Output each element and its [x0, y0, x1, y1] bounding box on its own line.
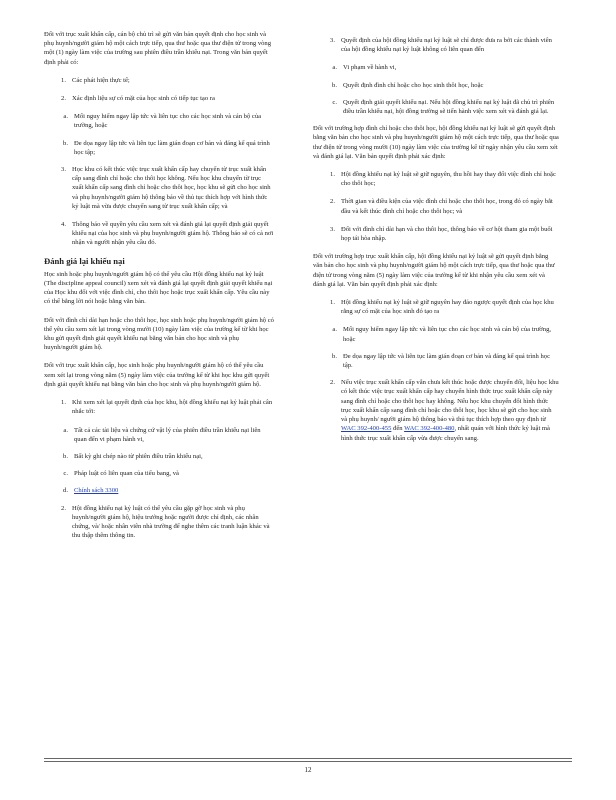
sub-text: Mối nguy hiểm ngay lập tức và liên tục cho các học sinh và cán bộ của trường, hoặc	[343, 326, 552, 343]
sub-item	[321, 98, 559, 116]
list-text: Xác định liệu sự có mặt của học sinh có tiếp tục tạo ra	[72, 95, 215, 103]
list-item	[313, 170, 559, 188]
sub-letter: a.	[332, 326, 337, 334]
list-text: Đối với đình chỉ dài hạn và cho thôi học, thông báo về cơ hội tham gia một buổi họp tái hòa nhập.	[341, 225, 553, 243]
list-number: 2.	[61, 504, 66, 512]
sub-letter: c.	[332, 98, 337, 106]
list-item	[313, 378, 559, 442]
list-text: Hội đồng khiếu nại kỷ luật sẽ giữ nguyên hay đảo ngược quyết định của học khu rằng sự có mặt của học sinh đó tạo ra	[341, 299, 554, 316]
list-text: Thời gian và điều kiện của việc đình chỉ hoặc cho thôi học, trong đó có ngày bắt đầu và kết thúc đình chỉ hoặc cho thôi học; và	[341, 198, 553, 215]
sub-letter: b.	[332, 81, 337, 89]
sub-text: Bất kỳ ghi chép nào từ phiên điều trần khiếu nại,	[74, 452, 203, 460]
sub-item	[321, 81, 559, 90]
list-number: 3.	[330, 225, 335, 233]
sub-letter: b.	[332, 352, 337, 360]
list-text: Hội đồng khiếu nại kỷ luật sẽ giữ nguyên, thu hồi hay thay đổi việc đình chỉ hoặc cho thôi học;	[341, 171, 556, 188]
list-number: 3.	[61, 166, 66, 174]
sub-letter: a.	[63, 113, 68, 121]
sub-item	[321, 352, 559, 370]
sub-letter: c.	[63, 470, 68, 478]
list-number: 2.	[61, 95, 66, 103]
list-item	[44, 398, 274, 416]
list-text	[341, 378, 559, 442]
sub-text: Đe dọa ngay lập tức và liên tục làm gián đoạn cơ bản và đáng kể quá trình học tập;	[74, 139, 270, 156]
list-text: Học khu có kết thúc việc trục xuất khẩn cấp hay chuyển từ trục xuất khẩn cấp sang đình chỉ hoặc cho thôi học không. Nếu học khu chuyển từ trục xuất khẩn cấp sang đình chỉ hoặc cho thôi học, học khu sẽ gửi cho học sinh và phụ huynh/người giám hộ thông báo về thủ tục thích hợp với hình thức kỷ luật mà vừa được chuyển sang từ trục xuất khẩn cấp; và	[72, 166, 271, 210]
sub-item	[321, 325, 559, 343]
sub-text: Vi phạm về hành vi,	[343, 64, 397, 72]
sub-item	[52, 426, 274, 444]
list-text: Thông báo về quyền yêu cầu xem xét và đánh giá lại quyết định giải quyết khiếu nại của học sinh và phụ huynh/người giám hộ. Thông báo sẽ có cả nơi nhận và người nhận yêu cầu đó.	[72, 221, 274, 247]
sub-item	[52, 112, 274, 130]
sub-text: Pháp luật có liên quan của tiểu bang, và	[74, 470, 179, 478]
sub-letter: b.	[63, 139, 68, 147]
section-heading: Đánh giá lại khiếu nại	[44, 255, 125, 266]
right-column	[313, 36, 559, 452]
footer-rule	[44, 758, 572, 759]
list-item	[313, 36, 559, 54]
list-item	[44, 165, 274, 211]
text-segment: , nhất quán với hình thức kỷ luật mà hình thức trục xuất khẩn cấp vừa được chuyển sang.	[341, 425, 550, 442]
sub-item	[52, 452, 274, 461]
sub-text: Tất cả các tài liệu và chứng cứ vật lý của phiên điều trần khiếu nại liên quan đến vi phạm hành vi,	[74, 426, 261, 443]
sub-item	[52, 469, 274, 478]
list-number: 1.	[330, 171, 335, 179]
intro-paragraph: Đối với trục xuất khẩn cấp, cán bộ chủ trì sẽ gửi văn bản quyết định cho học sinh và phụ huynh/người giám hộ một cách trực tiếp, qua thư hoặc qua thư điện tử trong vòng một (1) ngày làm việc của trường sau phiên điều trần khiếu nại. Trong văn bản quyết định phải có:	[44, 31, 272, 66]
list-item	[44, 504, 274, 541]
list-text: Khi xem xét lại quyết định của học khu, hội đồng khiếu nại kỷ luật phải cân nhắc tới:	[72, 399, 273, 416]
list-item	[44, 94, 274, 103]
list-number: 2.	[330, 379, 335, 387]
list-number: 4.	[61, 221, 66, 229]
list-number: 3.	[330, 37, 335, 44]
policy-3300-link[interactable]: Chính sách 3300	[74, 487, 119, 495]
list-text: Các phát hiện thực tế;	[72, 76, 130, 84]
list-item	[44, 76, 274, 85]
sub-item	[52, 486, 274, 495]
list-number: 1.	[61, 399, 66, 407]
text-segment: Nếu việc trục xuất khẩn cấp vẫn chưa kết thúc hoặc được chuyển đổi, liệu học khu có kết thúc việc trục xuất khẩn cấp hay chuyển hình thức trục xuất khẩn cấp này sang đình chỉ hoặc cho thôi học hay không. Nếu học khu chuyển đổi hình thức trục xuất khẩn cấp sang đình chỉ hoặc cho thôi học, học khu sẽ gửi cho học sinh và phụ huynh/ người giám hộ thông báo và thủ tục thích hợp theo quy định từ	[341, 379, 559, 424]
sub-text: Mối nguy hiểm ngay lập tức và liên tục cho các học sinh và cán bộ của trường, hoặc	[74, 113, 262, 130]
paragraph: Học sinh hoặc phụ huynh/người giám hộ có thể yêu cầu Hội đồng khiếu nại kỷ luật (The discipline appeal council) xem xét và đánh giá lại quyết định giải quyết khiếu nại của Học khu đối với việc đình chỉ, cho thôi học hoặc trục xuất khẩn cấp. Yêu cầu này có thể bằng lời nói hoặc bằng văn bản.	[44, 270, 273, 306]
paragraph: Đối với trục xuất khẩn cấp, học sinh hoặc phụ huynh/người giám hộ có thể yêu cầu xem xét lại trong vòng năm (5) ngày làm việc của trường kể từ khi học khu gửi quyết định giải quyết khiếu nại bằng văn bản cho học sinh và phụ huynh/người giám hộ.	[44, 362, 270, 388]
list-number: 1.	[330, 299, 335, 307]
paragraph: Đối với trường hợp đình chỉ hoặc cho thôi học, hội đồng khiếu nại kỷ luật sẽ gửi quyết định bằng văn bản cho học sinh và phụ huynh/người giám hộ một cách trực tiếp, qua thư hoặc qua thư điện tử trong vòng mười (10) ngày làm việc của trường kể từ ngày nhận yêu cầu xem xét và đánh giá lại. Văn bản quyết định phải xác định:	[313, 125, 559, 160]
sub-letter: b.	[63, 452, 68, 460]
sub-item	[321, 63, 559, 72]
list-text: Hội đồng khiếu nại kỷ luật có thể yêu cầu gặp gỡ học sinh và phụ huynh/người giám hộ, hiệu trưởng hoặc người được chỉ định, các nhân chứng, và/ hoặc nhân viên nhà trường để nghe thêm các tranh luận khác và thu thập thêm thông tin.	[72, 504, 270, 540]
list-item	[313, 225, 559, 243]
list-item	[313, 197, 559, 215]
wac-392-400-455-link[interactable]: WAC 392-400-455	[341, 425, 392, 433]
paragraph: Đối với trường hợp trục xuất khẩn cấp, hội đồng khiếu nại kỷ luật sẽ gửi quyết định bằng văn bản cho học sinh và phụ huynh/người giám hộ một cách trực tiếp, qua thư hoặc qua thư điện tử trong vòng năm (5) ngày làm việc của trường kể từ khi nhận yêu cầu xem xét và đánh giá lại. Văn bản quyết định phải xác định:	[313, 253, 555, 288]
wac-392-400-480-link[interactable]: WAC 392-400-480	[404, 425, 455, 433]
sub-text	[74, 486, 274, 495]
list-number: 1.	[61, 76, 66, 84]
sub-text: Đe dọa ngay lập tức và liên tục làm gián đoạn cơ bản và đáng kể quá trình học tập.	[343, 352, 551, 370]
sub-text: Quyết định đình chỉ hoặc cho học sinh thôi học, hoặc	[343, 81, 484, 89]
left-column	[44, 30, 274, 549]
sub-letter: a.	[332, 64, 337, 72]
sub-letter: a.	[63, 426, 68, 434]
page-number: 12	[304, 766, 312, 774]
list-item	[44, 220, 274, 248]
text-segment: đến	[393, 425, 403, 433]
paragraph: Đối với đình chỉ dài hạn hoặc cho thôi học, học sinh hoặc phụ huynh/người giám hộ có thể yêu cầu xem xét lại trong vòng mười (10) ngày làm việc của trường kể từ khi học khu gửi quyết định giải quyết khiếu nại bằng văn bản cho học sinh và phụ huynh/người giám hộ.	[44, 316, 274, 352]
list-text: Quyết định của hội đồng khiếu nại kỷ luật sẽ chỉ được đưa ra bởi các thành viên của hội đồng khiếu nại kỷ luật không có liên quan đến	[341, 37, 552, 54]
sub-letter: d.	[63, 487, 68, 495]
sub-item	[52, 139, 274, 157]
list-number: 2.	[330, 198, 335, 206]
footer-rule	[44, 761, 572, 762]
list-item	[313, 298, 559, 316]
sub-text: Quyết định giải quyết khiếu nại. Nếu hội đồng khiếu nại kỷ luật đã chủ trì phiên điều trần khiếu nại, hội đồng trường sẽ tiến hành việc xem xét và đánh giá lại.	[343, 98, 555, 116]
